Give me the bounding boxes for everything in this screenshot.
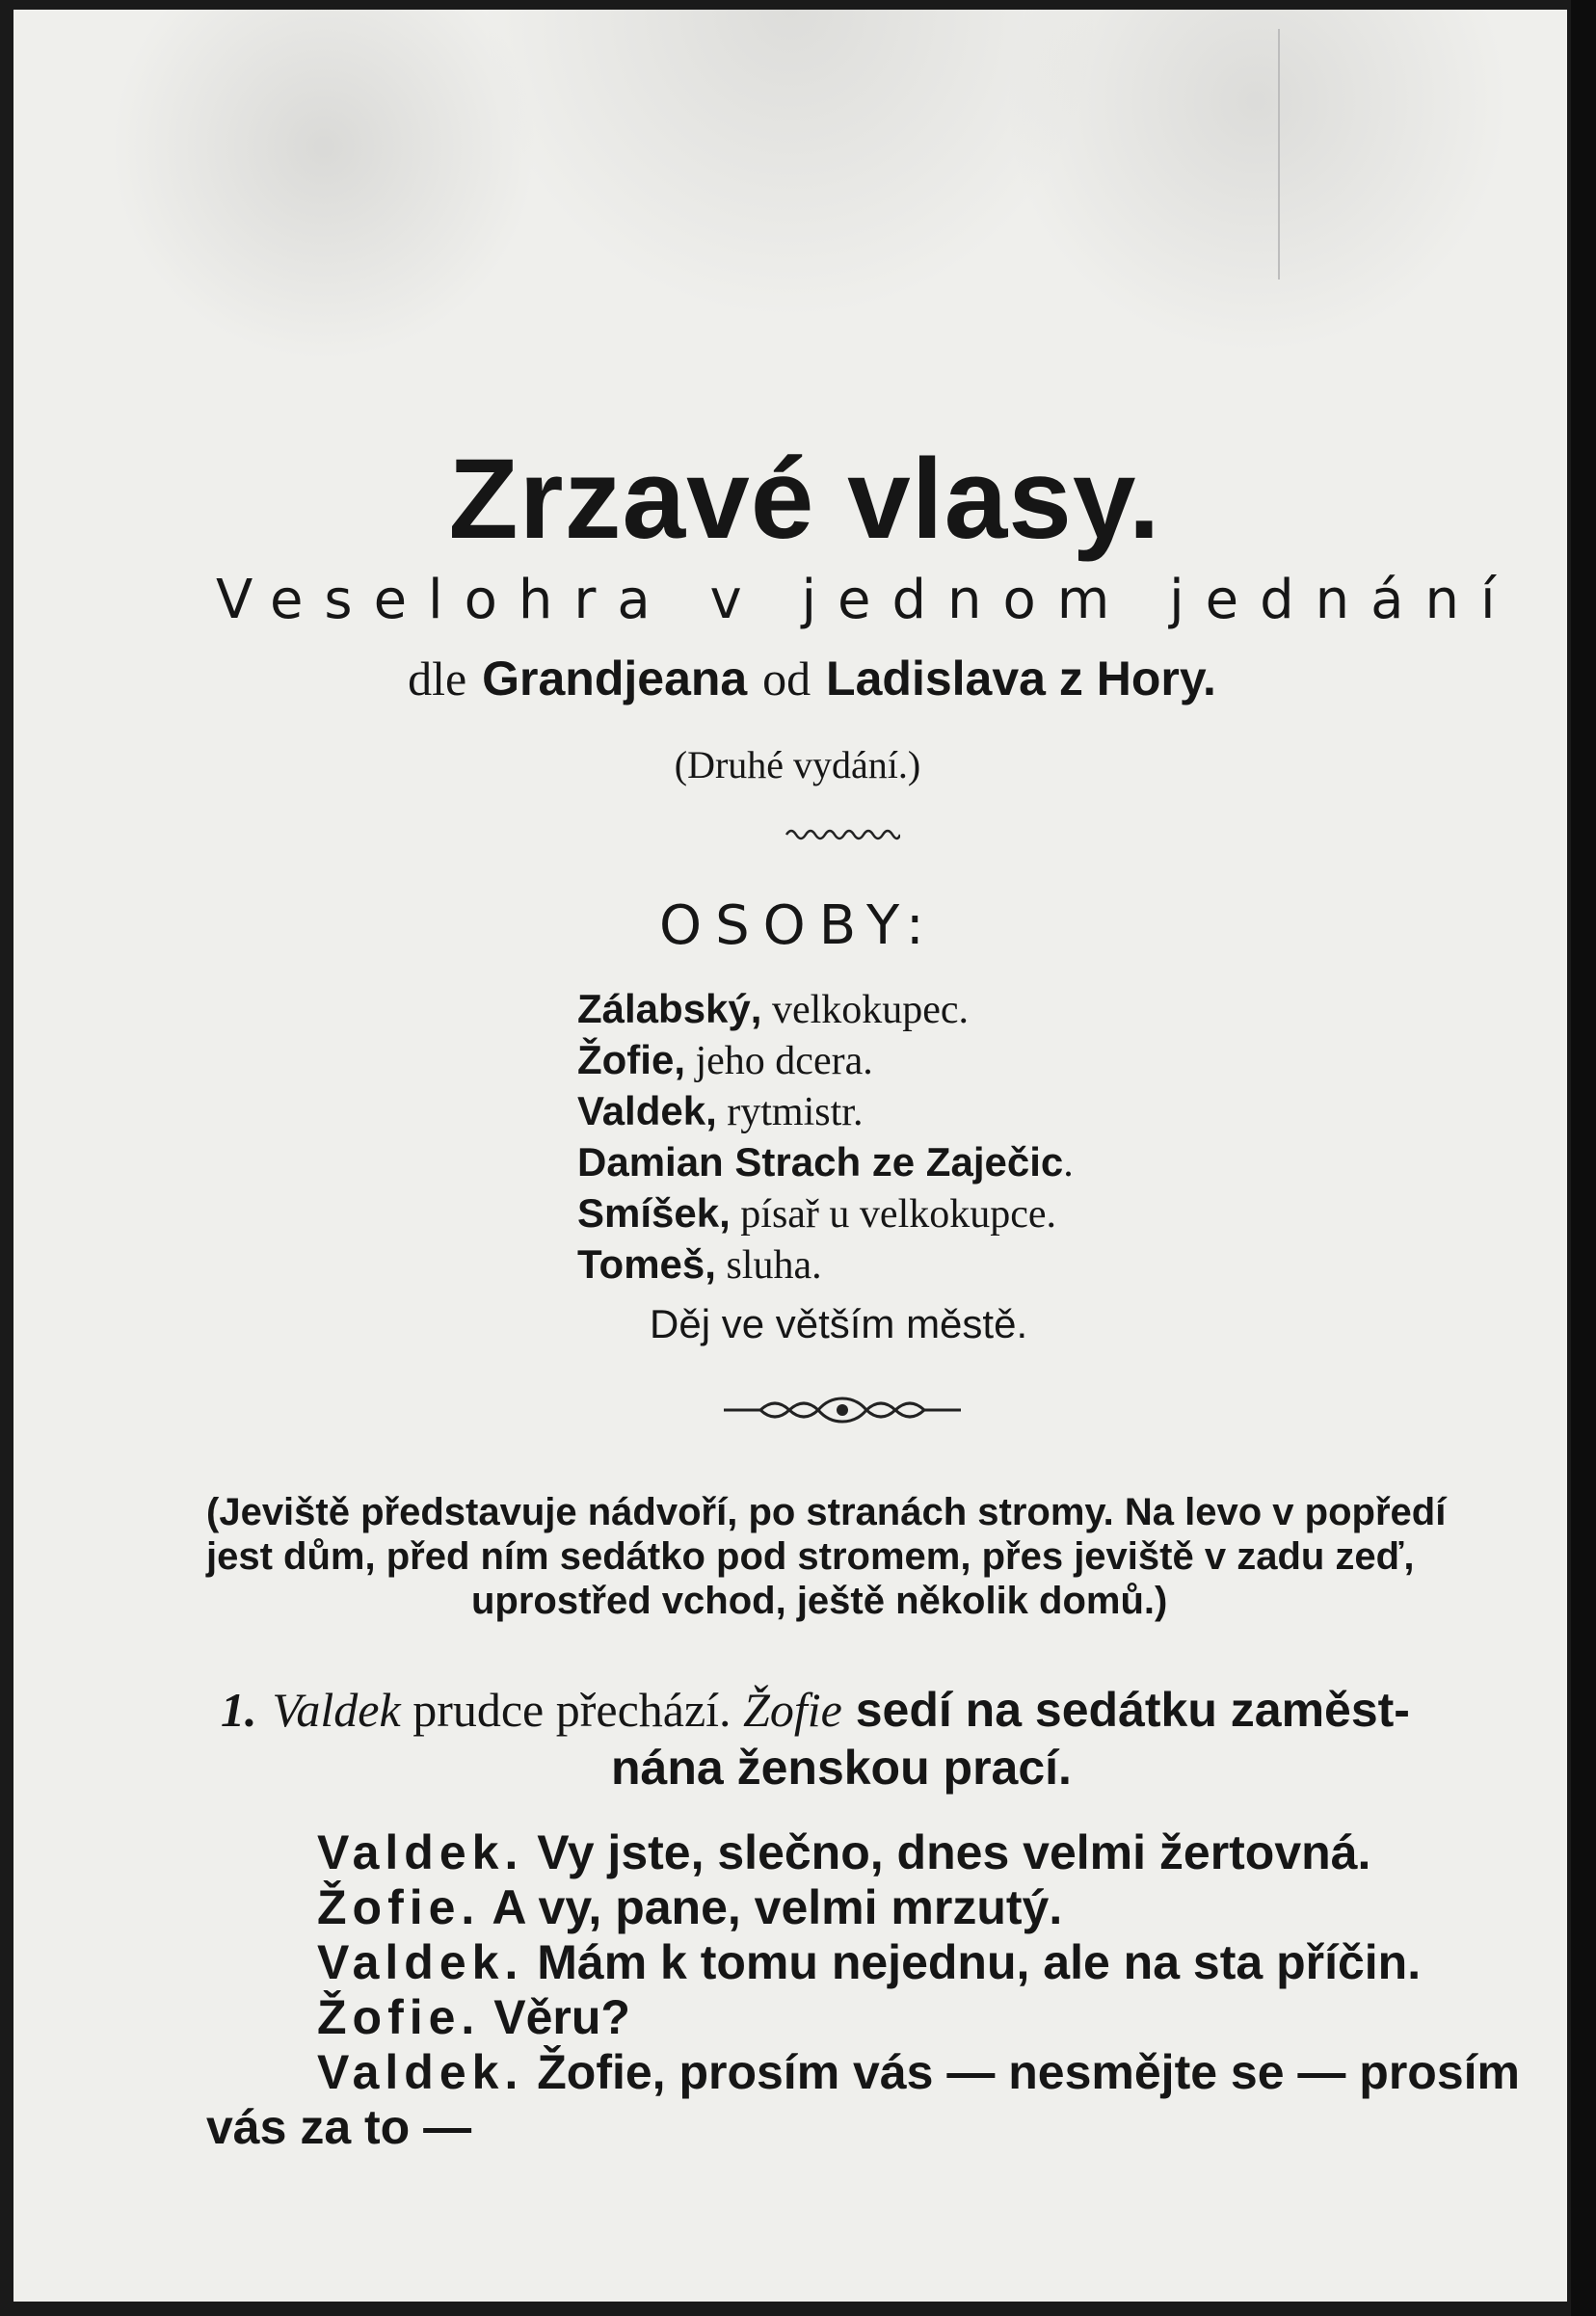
right-edge-shadow bbox=[1571, 0, 1596, 2316]
stage-direction-line: jest dům, před ním sedátko pod stromem, přes jeviště v zadu zeď, bbox=[206, 1535, 1415, 1578]
cast-entry bbox=[577, 1138, 1074, 1186]
cast-desc: velkokupec. bbox=[761, 988, 970, 1032]
speaker: Valdek. bbox=[317, 2045, 524, 2099]
byline-translator: Ladislava z Hory bbox=[826, 652, 1203, 705]
speech: Věru? bbox=[480, 1990, 630, 2044]
stage-direction-line: (Jeviště představuje nádvoří, po stranách stromy. Na levo v popředí bbox=[206, 1491, 1447, 1533]
scroll-ornament bbox=[722, 1393, 963, 1427]
scene-heading bbox=[221, 1682, 1410, 1738]
cast-entry bbox=[577, 1240, 822, 1289]
persons-heading: OSOBY: bbox=[659, 894, 938, 957]
speech: A vy, pane, velmi mrzutý. bbox=[480, 1880, 1063, 1934]
stage-direction-line: uprostřed vchod, ještě několik domů.) bbox=[471, 1580, 1168, 1622]
dialogue-line bbox=[317, 1989, 630, 2045]
book-page bbox=[13, 10, 1567, 2302]
dialogue-line bbox=[317, 1934, 1421, 1990]
cast-desc: rytmistr. bbox=[716, 1090, 864, 1134]
cast-desc: písař u velkokupce. bbox=[730, 1192, 1057, 1237]
cast-entry bbox=[577, 985, 969, 1033]
speaker: Valdek. bbox=[317, 1935, 524, 1989]
scene-name1: Valdek bbox=[272, 1683, 401, 1737]
cast-entry bbox=[577, 1036, 873, 1084]
cast-entry bbox=[577, 1087, 863, 1135]
byline-end: . bbox=[1202, 652, 1216, 705]
cast-name: Damian Strach ze Zaječic bbox=[577, 1139, 1064, 1185]
cast-name: Zálabský, bbox=[577, 986, 762, 1031]
page-crease bbox=[1278, 29, 1280, 280]
speaker: Žofie. bbox=[317, 1880, 481, 1934]
setting-line: Děj ve větším městě. bbox=[650, 1301, 1028, 1346]
scene-number: 1. bbox=[221, 1683, 257, 1737]
speech: Mám k tomu nejednu, ale na sta příčin. bbox=[523, 1935, 1422, 1989]
speech: Vy jste, slečno, dnes velmi žertovná. bbox=[523, 1825, 1371, 1879]
cast-desc: jeho dcera. bbox=[685, 1039, 873, 1083]
speech: Žofie, prosím vás — nesmějte se — prosím bbox=[523, 2045, 1521, 2099]
speaker: Žofie. bbox=[317, 1990, 481, 2044]
play-title: Zrzavé vlasy. bbox=[448, 436, 1161, 563]
scene-heading-cont: nána ženskou prací. bbox=[611, 1741, 1072, 1795]
dialogue-line bbox=[317, 2044, 1520, 2100]
cast-name: Valdek, bbox=[577, 1088, 717, 1133]
dialogue-line bbox=[317, 1879, 1062, 1935]
scene-text2: sedí na sedátku zaměst- bbox=[841, 1683, 1410, 1737]
wavy-ornament bbox=[785, 821, 900, 844]
cast-entry bbox=[577, 1189, 1056, 1238]
cast-desc: . bbox=[1063, 1141, 1074, 1185]
play-subtitle: Veselohra v jednom jednání bbox=[216, 569, 1517, 631]
byline-middle: od bbox=[762, 652, 811, 705]
cast-name: Žofie, bbox=[577, 1037, 685, 1082]
byline-author: Grandjeana bbox=[482, 652, 748, 705]
speaker: Valdek. bbox=[317, 1825, 524, 1879]
cast-name: Smíšek, bbox=[577, 1190, 731, 1236]
cast-desc: sluha. bbox=[715, 1243, 822, 1288]
byline-prefix: dle bbox=[408, 652, 467, 705]
scene-text1: prudce přechází. bbox=[400, 1683, 744, 1737]
byline bbox=[13, 651, 1567, 706]
dialogue-continuation: vás za to — bbox=[206, 2100, 472, 2154]
scene-name2: Žofie bbox=[743, 1683, 842, 1737]
edition-note: (Druhé vydání.) bbox=[674, 743, 921, 786]
cast-name: Tomeš, bbox=[577, 1241, 716, 1287]
dialogue-line bbox=[317, 1824, 1370, 1880]
